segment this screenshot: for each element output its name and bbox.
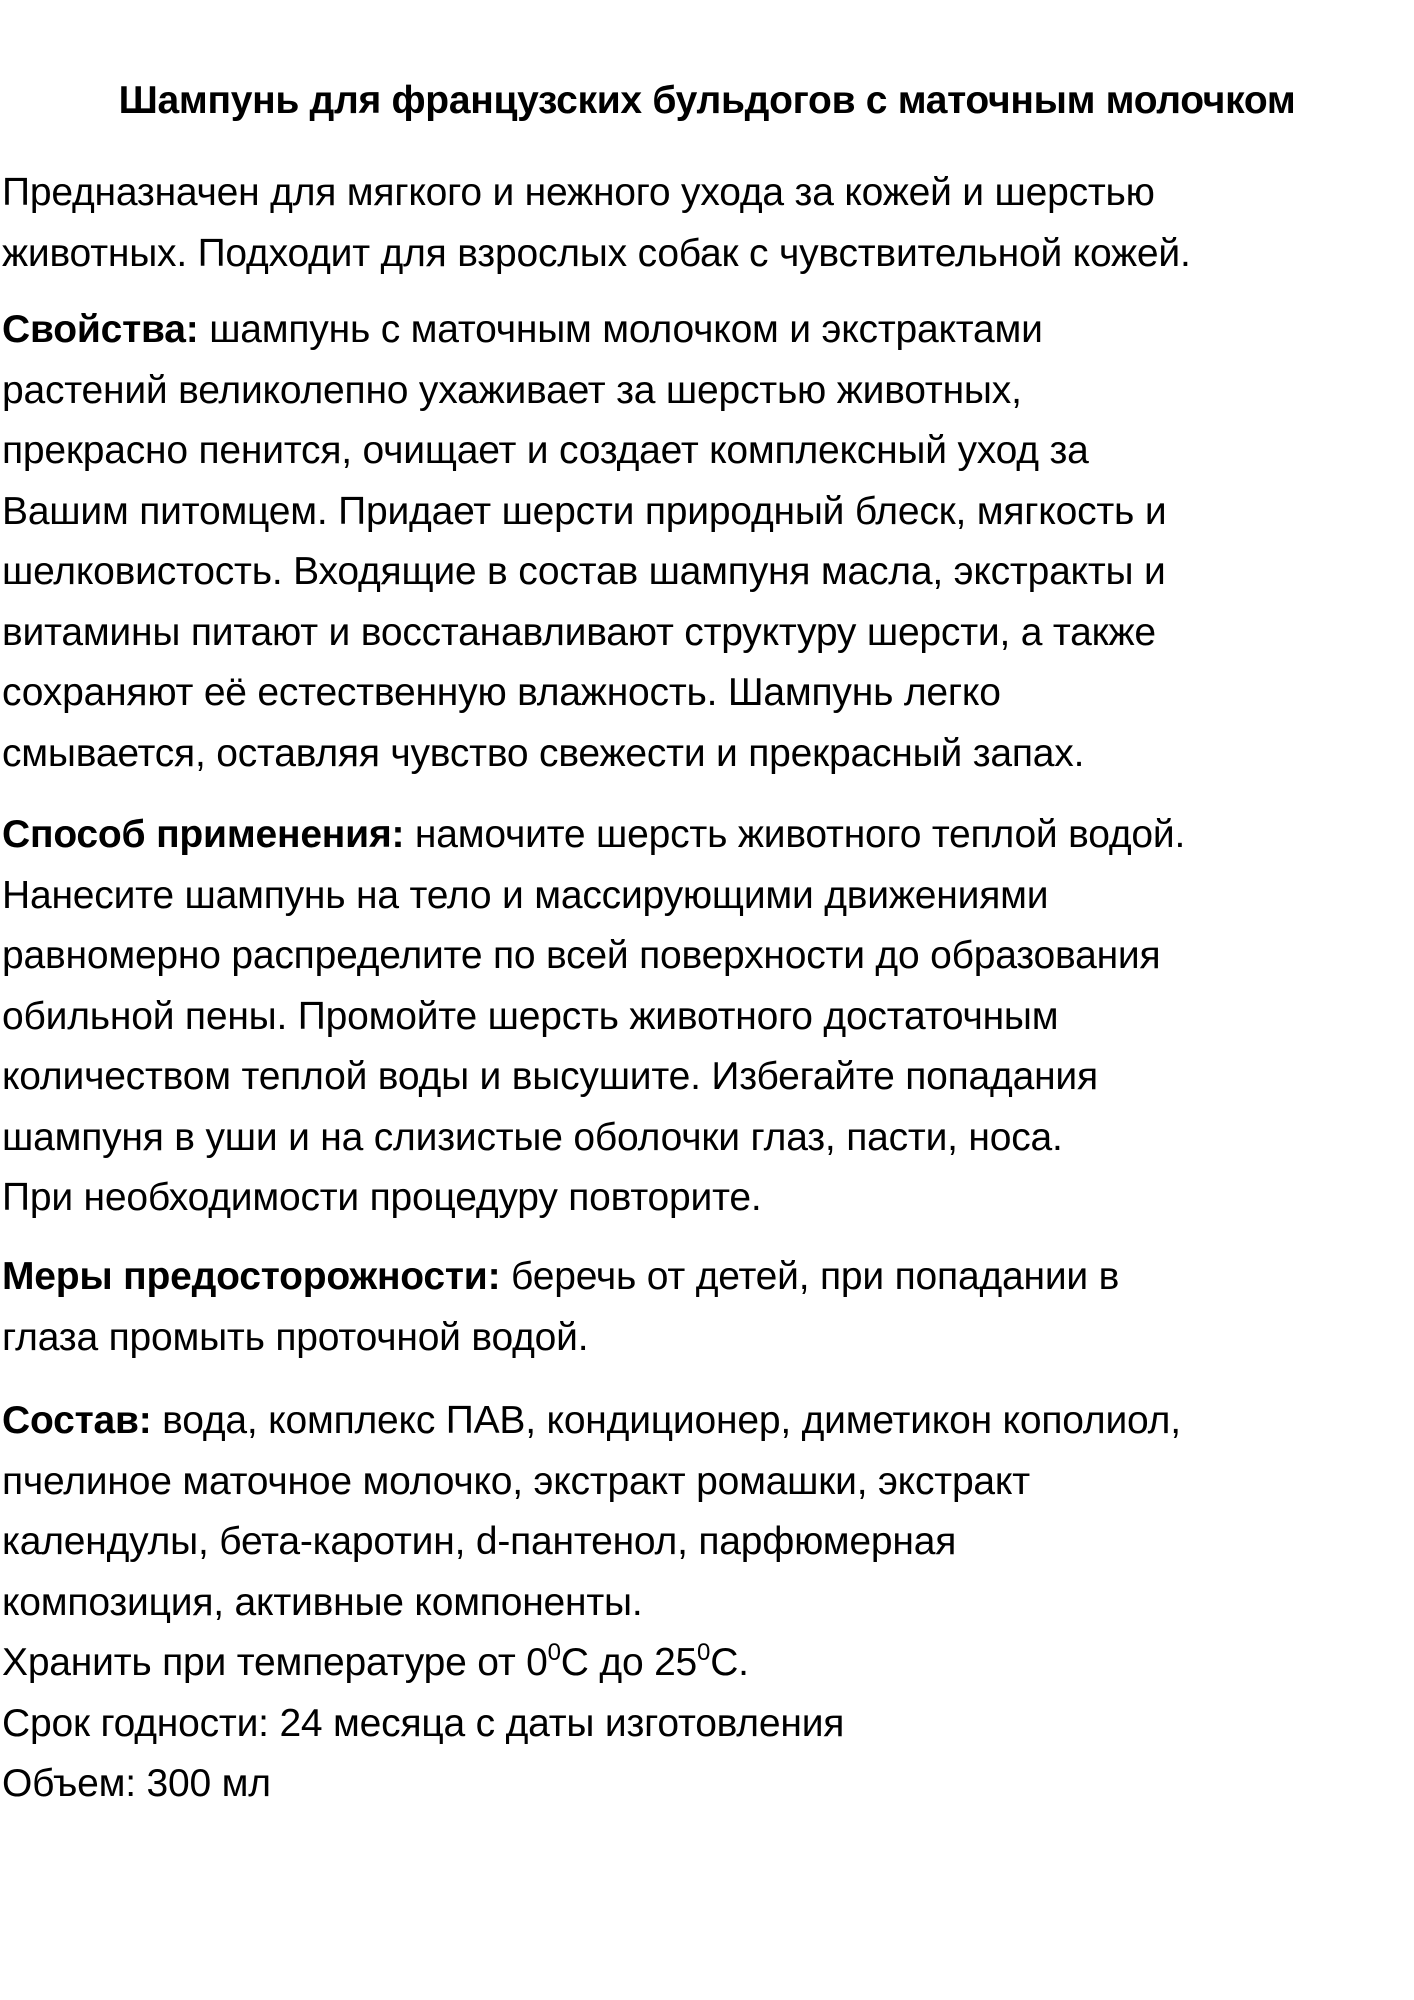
- intro-paragraph: [2, 163, 1407, 284]
- usage-section: [2, 805, 1407, 1229]
- properties-text: шампунь с маточным молочком и экстрактами: [198, 308, 1043, 351]
- usage-line: шампуня в уши и на слизистые оболочки глаз, пасти, носа.: [2, 1115, 1063, 1159]
- precautions-label: Меры предосторожности:: [2, 1255, 501, 1298]
- composition-text: вода, комплекс ПАВ, кондиционер, диметикон кополиол,: [151, 1399, 1181, 1442]
- intro-line: Предназначен для мягкого и нежного ухода за кожей и шерстью: [2, 171, 1155, 214]
- usage-line: количеством теплой воды и высушите. Избегайте попадания: [2, 1055, 1098, 1098]
- precautions-section: [2, 1247, 1407, 1368]
- storage-suffix: С.: [710, 1641, 749, 1684]
- intro-line: животных. Подходит для взрослых собак с чувствительной кожей.: [2, 231, 1191, 275]
- composition-line: пчелиное маточное молочко, экстракт ромашки, экстракт: [2, 1459, 1030, 1503]
- degree-superscript: 0: [547, 1639, 561, 1666]
- usage-line: При необходимости процедуру повторите.: [2, 1176, 762, 1219]
- usage-first-line: [2, 805, 1407, 866]
- usage-line: равномерно распределите по всей поверхности до образования: [2, 934, 1161, 977]
- usage-text: намочите шерсть животного теплой водой.: [404, 813, 1186, 856]
- properties-line: прекрасно пенится, очищает и создает комплексный уход за: [2, 429, 1089, 472]
- properties-section: [2, 300, 1407, 784]
- properties-line: шелковистость. Входящие в состав шампуня масла, экстракты и: [2, 550, 1166, 593]
- composition-first-line: [2, 1391, 1407, 1452]
- page-title: Шампунь для французских бульдогов с маточным молочком: [118, 79, 1296, 122]
- properties-line: Вашим питомцем. Придает шерсти природный блеск, мягкость и: [2, 489, 1167, 533]
- properties-line: витамины питают и восстанавливают структуру шерсти, а также: [2, 610, 1156, 654]
- properties-label: Свойства:: [2, 308, 199, 351]
- composition-line: композиция, активные компоненты.: [2, 1580, 643, 1624]
- properties-line: сохраняют её естественную влажность. Шампунь легко: [2, 671, 1001, 714]
- precautions-first-line: [2, 1247, 1407, 1308]
- properties-first-line: [2, 300, 1407, 361]
- usage-line: Нанесите шампунь на тело и массирующими движениями: [2, 873, 1049, 917]
- storage-middle: С до 25: [560, 1641, 698, 1684]
- composition-line: календулы, бета-каротин, d-пантенол, парфюмерная: [2, 1520, 957, 1563]
- precautions-line: глаза промыть проточной водой.: [2, 1315, 589, 1359]
- usage-line: обильной пены. Промойте шерсть животного достаточным: [2, 994, 1059, 1038]
- composition-section: [2, 1391, 1407, 1815]
- composition-label: Состав:: [2, 1399, 152, 1442]
- properties-line: смывается, оставляя чувство свежести и прекрасный запах.: [2, 731, 1085, 775]
- precautions-text: беречь от детей, при попадании в: [500, 1255, 1120, 1298]
- storage-line: [2, 1633, 1407, 1694]
- usage-label: Способ применения:: [2, 813, 405, 856]
- degree-superscript: 0: [697, 1639, 711, 1666]
- volume-line: Объем: 300 мл: [2, 1762, 271, 1805]
- shelf-life-line: Срок годности: 24 месяца с даты изготовления: [2, 1701, 845, 1745]
- properties-line: растений великолепно ухаживает за шерстью животных,: [2, 368, 1022, 412]
- storage-prefix: Хранить при температуре от 0: [2, 1641, 548, 1684]
